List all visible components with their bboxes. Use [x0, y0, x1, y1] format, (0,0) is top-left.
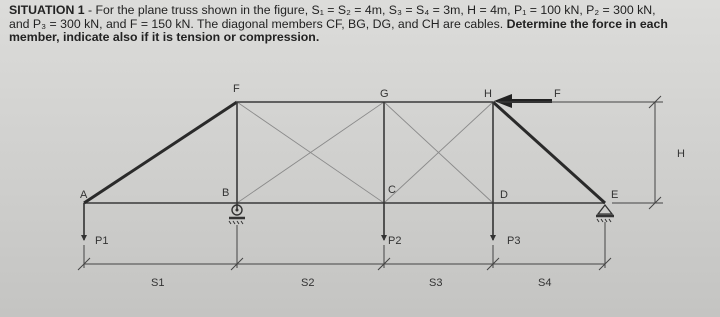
span-label-s4: S4: [538, 277, 552, 289]
node-label-f: F: [233, 83, 240, 95]
span-label-s1: S1: [151, 277, 165, 289]
span-label-s3: S3: [429, 277, 443, 289]
node-label-g: G: [380, 88, 389, 100]
span-dimension-line: [78, 222, 611, 270]
problem-text-2: and P₃ = 300 kN, and F = 150 kN. The diagonal members CF, BG, DG, and CH are cables.: [9, 16, 504, 31]
height-dimension-line: [498, 96, 663, 209]
problem-instruction-2: member, indicate also if it is tension or compression.: [9, 30, 320, 45]
load-p2-label: P2: [388, 235, 402, 247]
member-af: [84, 102, 237, 203]
force-f-label: F: [554, 88, 561, 100]
roller-support-e: [596, 205, 614, 222]
problem-instruction-1: Determine the force in each: [503, 16, 668, 31]
node-label-c: C: [388, 184, 396, 196]
height-label: H: [677, 148, 685, 160]
node-label-b: B: [222, 187, 230, 199]
problem-text-1: For the plane truss shown in the figure, S₁ = S₂ = 4m, S₃ = S₄ = 3m, H = 4m, P₁ = 100 kN, P₂ = 300 kN,: [95, 3, 656, 17]
node-label-h: H: [484, 88, 492, 100]
load-p3-label: P3: [507, 235, 521, 247]
title-separator: -: [84, 3, 96, 17]
node-label-d: D: [500, 189, 508, 201]
load-p1-label: P1: [95, 235, 109, 247]
member-he: [493, 102, 605, 203]
problem-title: SITUATION 1: [9, 3, 85, 17]
span-label-s2: S2: [301, 277, 315, 289]
node-label-e: E: [611, 189, 619, 201]
node-label-a: A: [80, 189, 88, 201]
